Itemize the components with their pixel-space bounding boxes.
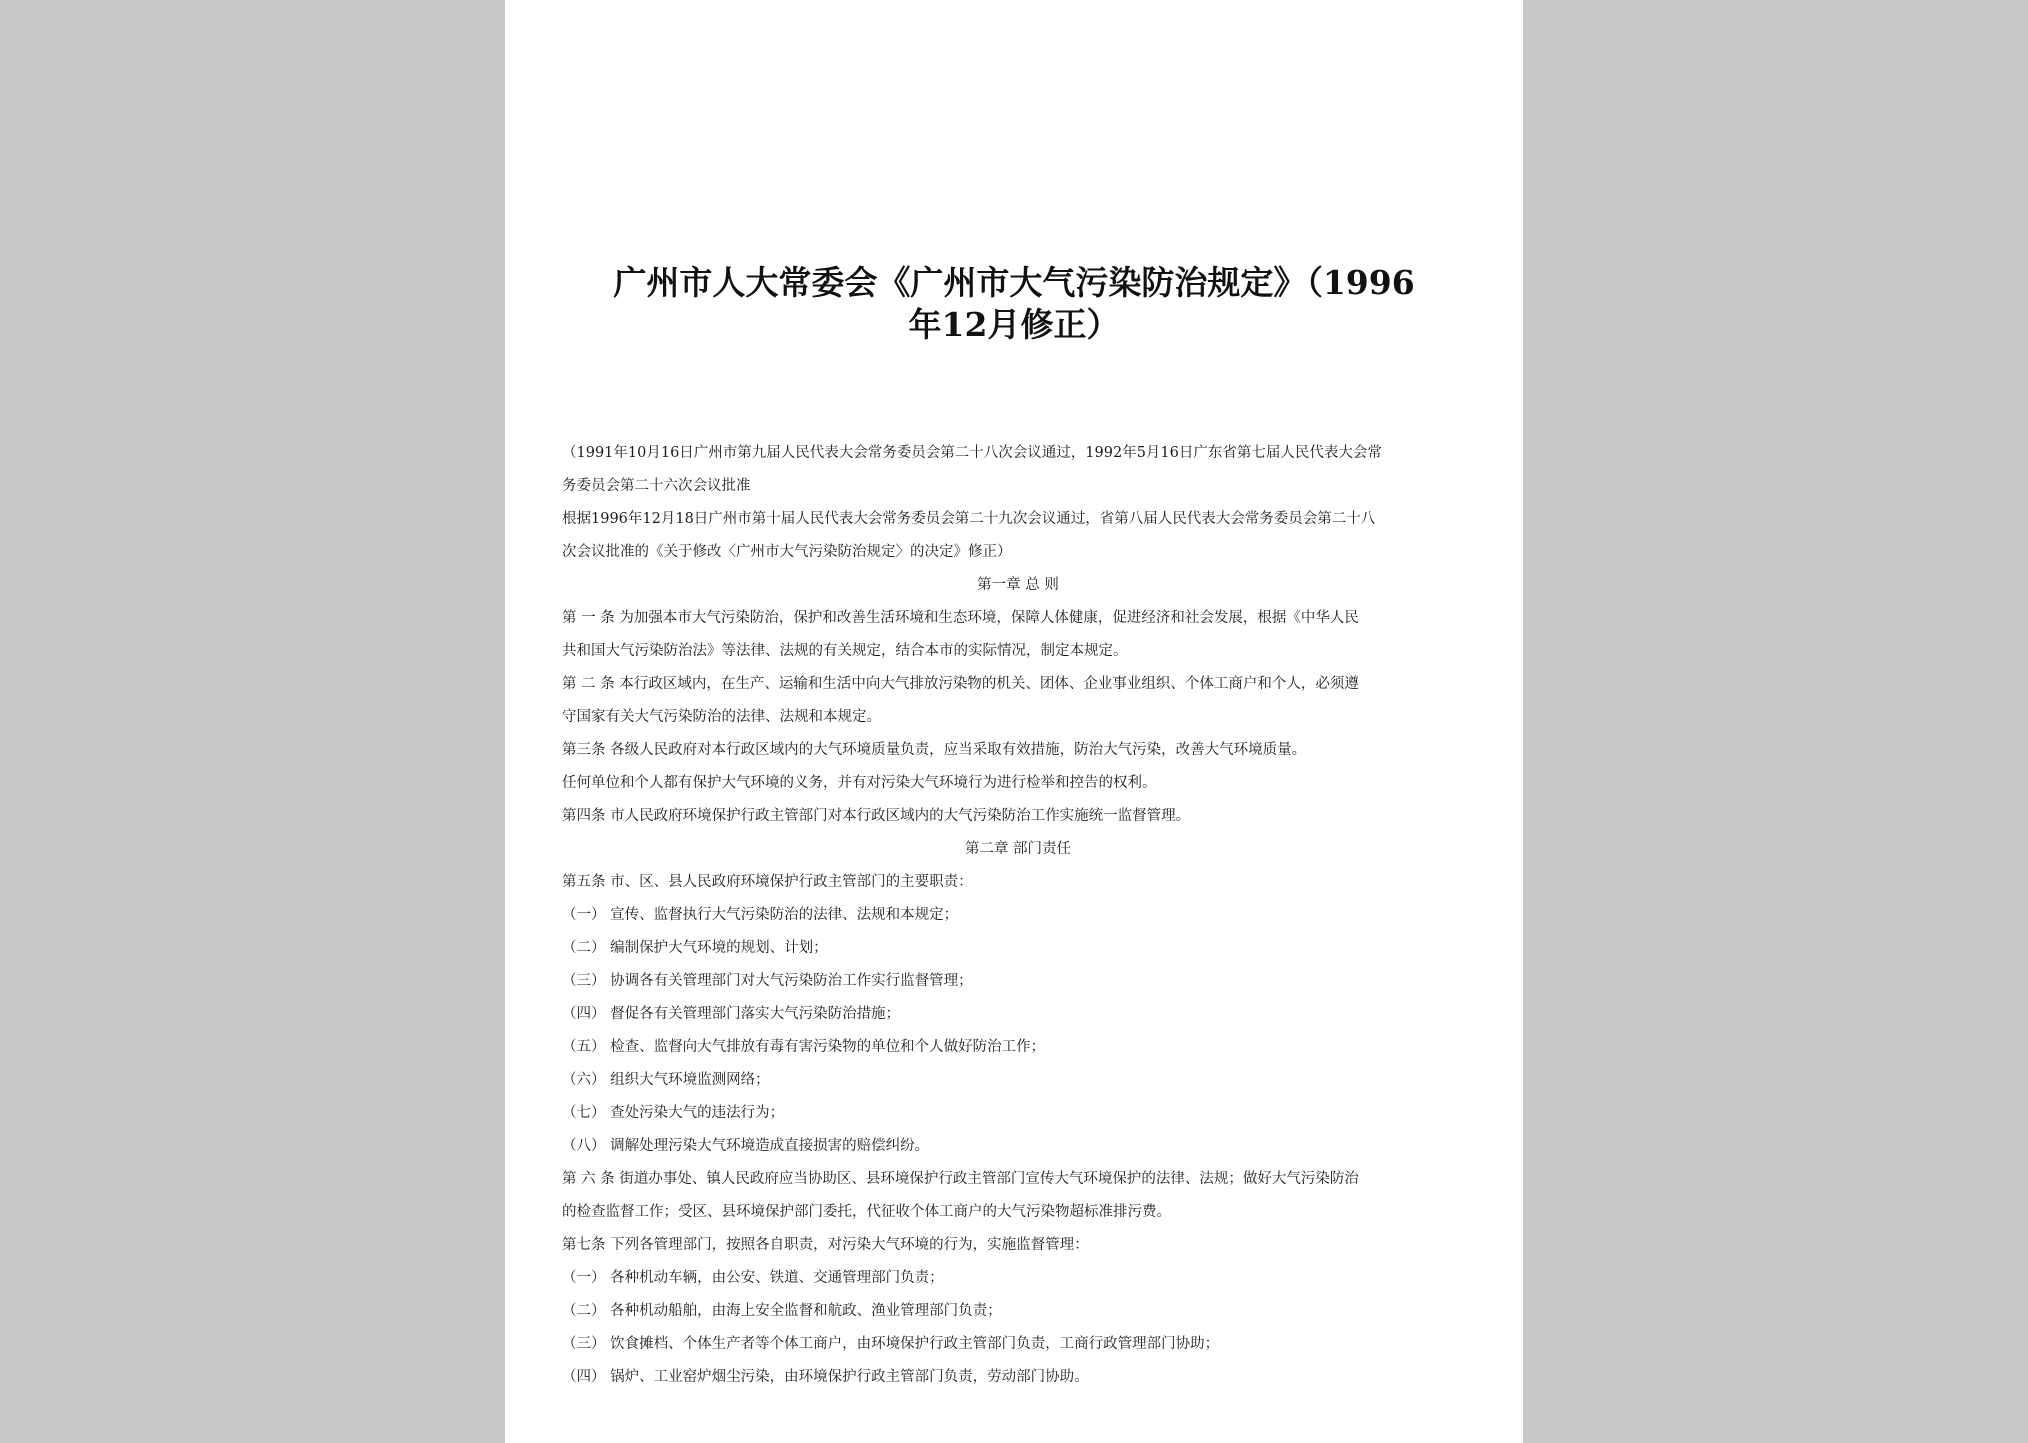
document-title	[545, 262, 1483, 346]
paragraph-line: 第 六 条 街道办事处、镇人民政府应当协助区、县环境保护行政主管部门宣传大气环境保护的法律、法规；做好大气污染防治	[562, 1171, 1359, 1187]
paragraph	[562, 1163, 1474, 1229]
document-body	[562, 437, 1474, 1394]
paragraph: 第七条 下列各管理部门，按照各自职责，对污染大气环境的行为，实施监督管理：	[562, 1237, 1089, 1253]
title-line-1: 广州市人大常委会《广州市大气污染防治规定》（1996	[613, 263, 1415, 302]
paragraph: （五） 检查、监督向大气排放有毒有害污染物的单位和个人做好防治工作；	[562, 1039, 1046, 1055]
paragraph	[562, 437, 1474, 503]
paragraph	[562, 503, 1474, 569]
paragraph: （三） 协调各有关管理部门对大气污染防治工作实行监督管理；	[562, 973, 973, 989]
paragraph: 第四条 市人民政府环境保护行政主管部门对本行政区域内的大气污染防治工作实施统一监督管理。	[562, 808, 1191, 824]
paragraph	[562, 668, 1474, 734]
paragraph-line: 的检查监督工作；受区、县环境保护部门委托，代征收个体工商户的大气污染物超标准排污费。	[562, 1204, 1171, 1220]
paragraph-line: 守国家有关大气污染防治的法律、法规和本规定。	[562, 709, 881, 725]
chapter-heading: 第二章 部门责任	[964, 841, 1072, 857]
paragraph-line: 第 二 条 本行政区域内，在生产、运输和生活中向大气排放污染物的机关、团体、企业事业组织、个体工商户和个人，必须遵	[562, 676, 1359, 692]
document-page	[505, 0, 1523, 1443]
paragraph: 第五条 市、区、县人民政府环境保护行政主管部门的主要职责：	[562, 874, 973, 890]
paragraph-line: （1991年10月16日广州市第九届人民代表大会常务委员会第二十八次会议通过，1992年5月16日广东省第七届人民代表大会常	[562, 445, 1382, 461]
paragraph-line: 第 一 条 为加强本市大气污染防治，保护和改善生活环境和生态环境，保障人体健康，促进经济和社会发展，根据《中华人民	[562, 610, 1359, 626]
paragraph: （七） 查处污染大气的违法行为；	[562, 1105, 785, 1121]
paragraph	[562, 602, 1474, 668]
paragraph: 第三条 各级人民政府对本行政区域内的大气环境质量负责，应当采取有效措施，防治大气污染，改善大气环境质量。	[562, 742, 1307, 758]
title-line-2: 年12月修正）	[908, 305, 1120, 344]
paragraph-line: 务委员会第二十六次会议批准	[562, 478, 751, 494]
paragraph: 任何单位和个人都有保护大气环境的义务，并有对污染大气环境行为进行检举和控告的权利。	[562, 775, 1157, 791]
chapter-heading: 第一章 总 则	[977, 577, 1059, 593]
paragraph: （二） 编制保护大气环境的规划、计划；	[562, 940, 828, 956]
paragraph: （四） 督促各有关管理部门落实大气污染防治措施；	[562, 1006, 901, 1022]
paragraph: （三） 饮食摊档、个体生产者等个体工商户，由环境保护行政主管部门负责，工商行政管理部门协助；	[562, 1336, 1220, 1352]
paragraph-line: 共和国大气污染防治法》等法律、法规的有关规定，结合本市的实际情况，制定本规定。	[562, 643, 1128, 659]
paragraph: （六） 组织大气环境监测网络；	[562, 1072, 770, 1088]
paragraph: （四） 锅炉、工业窑炉烟尘污染，由环境保护行政主管部门负责，劳动部门协助。	[562, 1369, 1089, 1385]
paragraph-line: 根据1996年12月18日广州市第十届人民代表大会常务委员会第二十九次会议通过，省第八届人民代表大会常务委员会第二十八	[562, 511, 1376, 527]
paragraph: （八） 调解处理污染大气环境造成直接损害的赔偿纠纷。	[562, 1138, 930, 1154]
paragraph: （二） 各种机动船舶，由海上安全监督和航政、渔业管理部门负责；	[562, 1303, 1002, 1319]
paragraph: （一） 宣传、监督执行大气污染防治的法律、法规和本规定；	[562, 907, 959, 923]
paragraph: （一） 各种机动车辆，由公安、铁道、交通管理部门负责；	[562, 1270, 944, 1286]
paragraph-line: 次会议批准的《关于修改〈广州市大气污染防治规定〉的决定》修正）	[562, 544, 1012, 560]
